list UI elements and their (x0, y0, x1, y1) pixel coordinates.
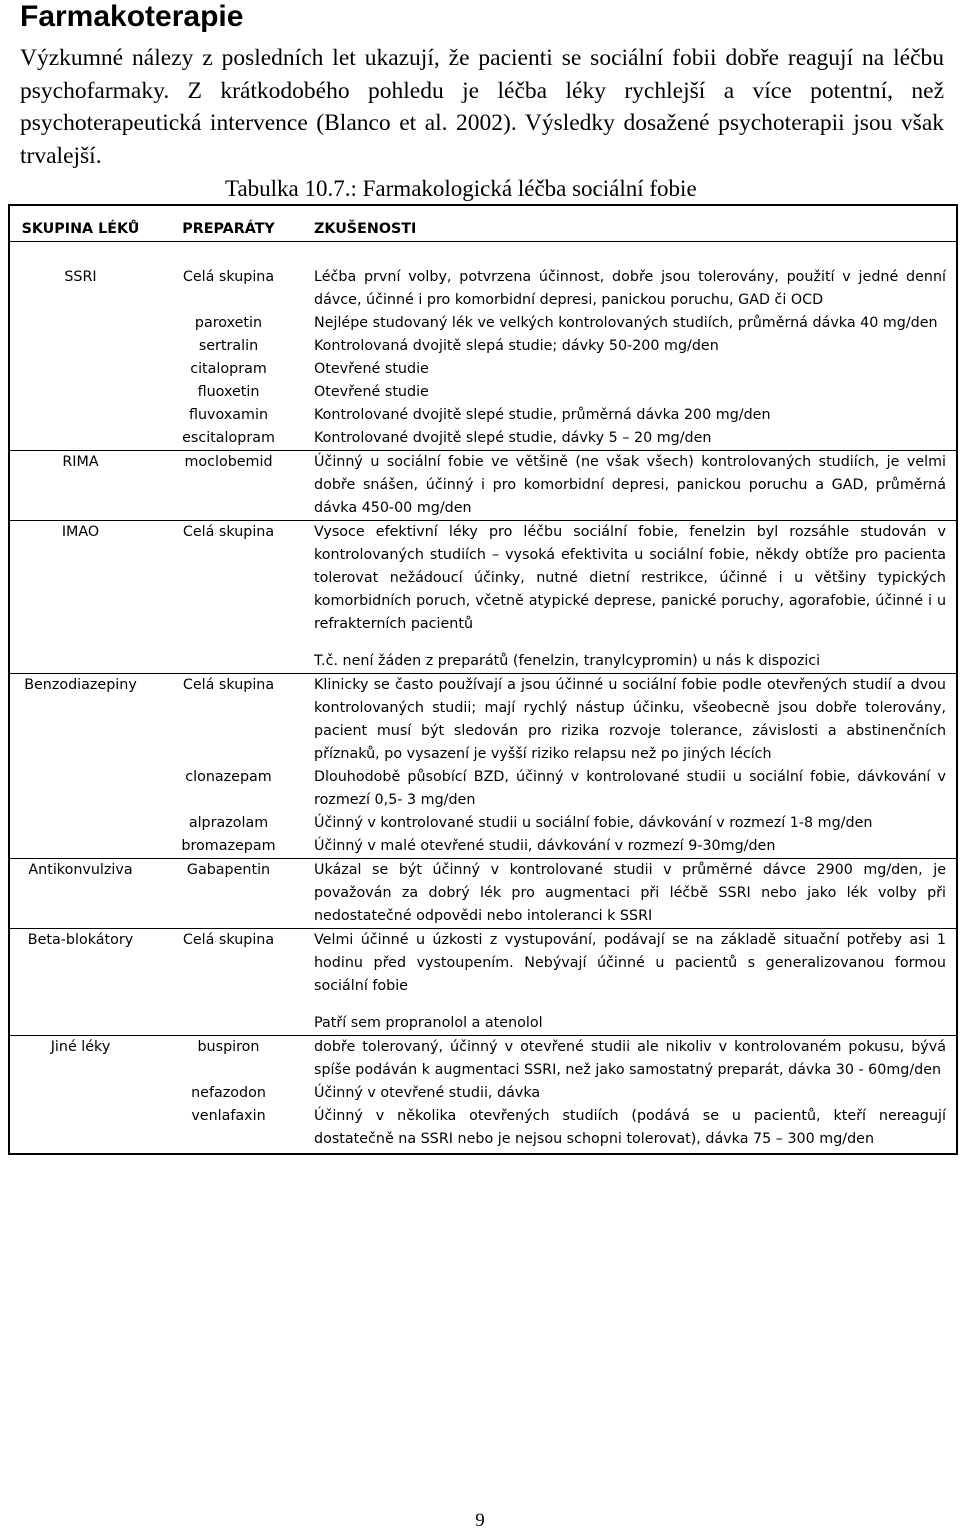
drug-group-cell (9, 1105, 151, 1154)
drug-group-cell (9, 312, 151, 335)
preparation-cell: paroxetin (194, 315, 263, 331)
table-row (9, 451, 957, 521)
preparation-cell: nefazodon (191, 1085, 266, 1101)
experience-cell (306, 929, 957, 1036)
preparation-cell: buspiron (151, 1036, 306, 1083)
experience-note: Patří sem propranolol a atenolol (314, 1015, 543, 1031)
experience-text: Otevřené studie (314, 361, 429, 377)
page-number: 9 (475, 1510, 485, 1531)
preparation-cell: moclobemid (151, 451, 306, 521)
experience-cell (306, 674, 957, 767)
table-row (9, 381, 957, 404)
experience-text: Účinný v několika otevřených studiích (podává se u pacientů, kteří nereagují dostatečně na SSRI nebo je nejsou schopni tolerovat), dávka 75 – 300 mg/den (314, 1108, 946, 1147)
preparation-cell: citalopram (190, 361, 267, 377)
drug-group-cell: Jiné léky (9, 1036, 151, 1083)
preparation-cell: fluvoxamin (188, 407, 269, 423)
table-row (9, 427, 957, 451)
drug-group-cell: RIMA (9, 451, 151, 521)
drug-group-cell (9, 812, 151, 835)
preparation-cell: alprazolam (188, 815, 269, 831)
experience-cell (306, 1105, 957, 1154)
experience-cell (306, 766, 957, 812)
experience-cell (306, 335, 957, 358)
experience-text: Otevřené studie (314, 384, 429, 400)
drug-group-cell (9, 404, 151, 427)
table-row (9, 1082, 957, 1105)
table-caption: Tabulka 10.7.: Farmakologická léčba sociální fobie (225, 176, 697, 201)
experience-cell (306, 427, 957, 451)
preparation-cell: bromazepam (181, 838, 276, 854)
table-row (9, 812, 957, 835)
experience-text: Účinný v otevřené studii, dávka (314, 1085, 541, 1101)
table-row (9, 404, 957, 427)
experience-text: Kontrolované dvojitě slepé studie, dávky 5 – 20 mg/den (314, 430, 712, 446)
experience-cell (306, 859, 957, 929)
table-header-row (9, 205, 957, 242)
preparation-cell: clonazepam (185, 769, 272, 785)
drug-group-cell (9, 1082, 151, 1105)
preparation-cell: Celá skupina (151, 674, 306, 767)
experience-cell (306, 521, 957, 674)
preparation-cell: Celá skupina (151, 521, 306, 674)
table-row (9, 1036, 957, 1083)
experience-cell (306, 1036, 957, 1083)
table-row (9, 835, 957, 859)
experience-text: Klinicky se často používají a jsou účinné u sociální fobie podle otevřených studií a dvou kontrolovaných studii; mají rychlý nástup účinku, všeobecně jsou dobře tolerovány, pacient musí být sledován pro rizika rozvoje tolerance, závislosti a abstinenčních příznaků, po vysazení je vyšší riziko relapsu než po jiných lécích (314, 677, 946, 762)
experience-text: Kontrolované dvojitě slepé studie, průměrná dávka 200 mg/den (314, 407, 771, 423)
drug-group-cell: Antikonvulziva (9, 859, 151, 929)
preparation-cell: Celá skupina (151, 242, 306, 313)
table-row (9, 929, 957, 1036)
header-preparations: PREPARÁTY (182, 221, 275, 237)
experience-cell (306, 381, 957, 404)
experience-cell (306, 1082, 957, 1105)
table-row (9, 1105, 957, 1154)
table-row (9, 674, 957, 767)
table-row (9, 335, 957, 358)
experience-text: Nejlépe studovaný lék ve velkých kontrolovaných studiích, průměrná dávka 40 mg/den (314, 315, 938, 331)
drug-group-cell (9, 358, 151, 381)
experience-text: Účinný u sociální fobie ve většině (ne však všech) kontrolovaných studiích, je velmi dobře snášen, účinný i pro komorbidní depresi, panickou poruchu a GAD, průměrná dávka 450-00 mg/den (314, 454, 946, 516)
table-row (9, 242, 957, 313)
drug-group-cell: Beta-blokátory (9, 929, 151, 1036)
header-experience: ZKUŠENOSTI (314, 221, 417, 237)
experience-text: Účinný v malé otevřené studii, dávkování v rozmezí 9-30mg/den (314, 838, 776, 854)
page-title: Farmakoterapie (20, 0, 244, 33)
experience-text: Vysoce efektivní léky pro léčbu sociální fobie, fenelzin byl rozsáhle studován v kontrolovaných studiích – vysoká efektivita u sociální fobie, někdy obtíže pro pacienta tolerovat nežádoucí účinky, nutné dietní restrikce, účinné i u většiny typických komorbidních poruch, včetně atypické deprese, panické poruchy, agorafobie, účinné i u refrakterních pacientů (314, 524, 946, 632)
experience-text: Dlouhodobě působící BZD, účinný v kontrolované studii u sociální fobie, dávkování v rozmezí 0,5- 3 mg/den (314, 769, 946, 808)
experience-text: Léčba první volby, potvrzena účinnost, dobře jsou tolerovány, použití v jedné denní dávce, účinné i pro komorbidní depresi, panickou poruchu, GAD či OCD (314, 269, 946, 308)
drug-group-cell: SSRI (9, 242, 151, 313)
drug-group-cell: IMAO (9, 521, 151, 674)
preparation-cell: venlafaxin (191, 1108, 266, 1124)
drug-group-cell (9, 766, 151, 812)
experience-cell (306, 812, 957, 835)
drug-group-cell (9, 835, 151, 859)
drug-group-cell (9, 381, 151, 404)
table-row (9, 859, 957, 929)
header-group: SKUPINA LÉKŮ (21, 221, 140, 237)
experience-cell (306, 358, 957, 381)
drug-table-body (9, 242, 957, 1155)
experience-cell (306, 451, 957, 521)
preparation-cell: fluoxetin (197, 384, 260, 400)
drug-group-cell (9, 427, 151, 451)
experience-text: Účinný v kontrolované studii u sociální fobie, dávkování v rozmezí 1-8 mg/den (314, 815, 873, 831)
table-row (9, 358, 957, 381)
experience-text: Ukázal se být účinný v kontrolované studii v průměrné dávce 2900 mg/den, je považován za dobrý lék pro augmentaci při léčbě SSRI nebo jako lék volby při nedostatečné odpovědi nebo intoleranci k SSRI (314, 862, 946, 924)
drug-group-cell (9, 335, 151, 358)
preparation-cell: Celá skupina (151, 929, 306, 1036)
experience-text: Kontrolovaná dvojitě slepá studie; dávky 50-200 mg/den (314, 338, 719, 354)
table-row (9, 766, 957, 812)
experience-cell (306, 242, 957, 313)
preparation-cell: sertralin (198, 338, 259, 354)
preparation-cell: escitalopram (182, 430, 275, 446)
drug-table (8, 204, 958, 1155)
experience-cell (306, 312, 957, 335)
experience-note: T.č. není žáden z preparátů (fenelzin, tranylcypromin) u nás k dispozici (314, 653, 821, 669)
experience-text: dobře tolerovaný, účinný v otevřené studii ale nikoliv v kontrolovaném pokusu, bývá spíše podáván k augmentaci SSRI, než jako samostatný preparát, dávka 30 - 60mg/den (314, 1039, 946, 1078)
preparation-cell: Gabapentin (151, 859, 306, 929)
drug-group-cell: Benzodiazepiny (9, 674, 151, 767)
experience-text: Velmi účinné u úzkosti z vystupování, podávají se na základě situační potřeby asi 1 hodinu před vystoupením. Nebývají účinné u pacientů s generalizovanou formou sociální fobie (314, 932, 946, 994)
experience-cell (306, 404, 957, 427)
intro-paragraph: Výzkumné nálezy z posledních let ukazují, že pacienti se sociální fobii dobře reagují na léčbu psychofarmaky. Z krátkodobého pohledu je léčba léky rychlejší a více potentní, než psychoterapeutická intervence (Blanco et al. 2002). Výsledky dosažené psychoterapii jsou však trvalejší. (20, 45, 944, 169)
experience-cell (306, 835, 957, 859)
table-row (9, 312, 957, 335)
table-row (9, 521, 957, 674)
